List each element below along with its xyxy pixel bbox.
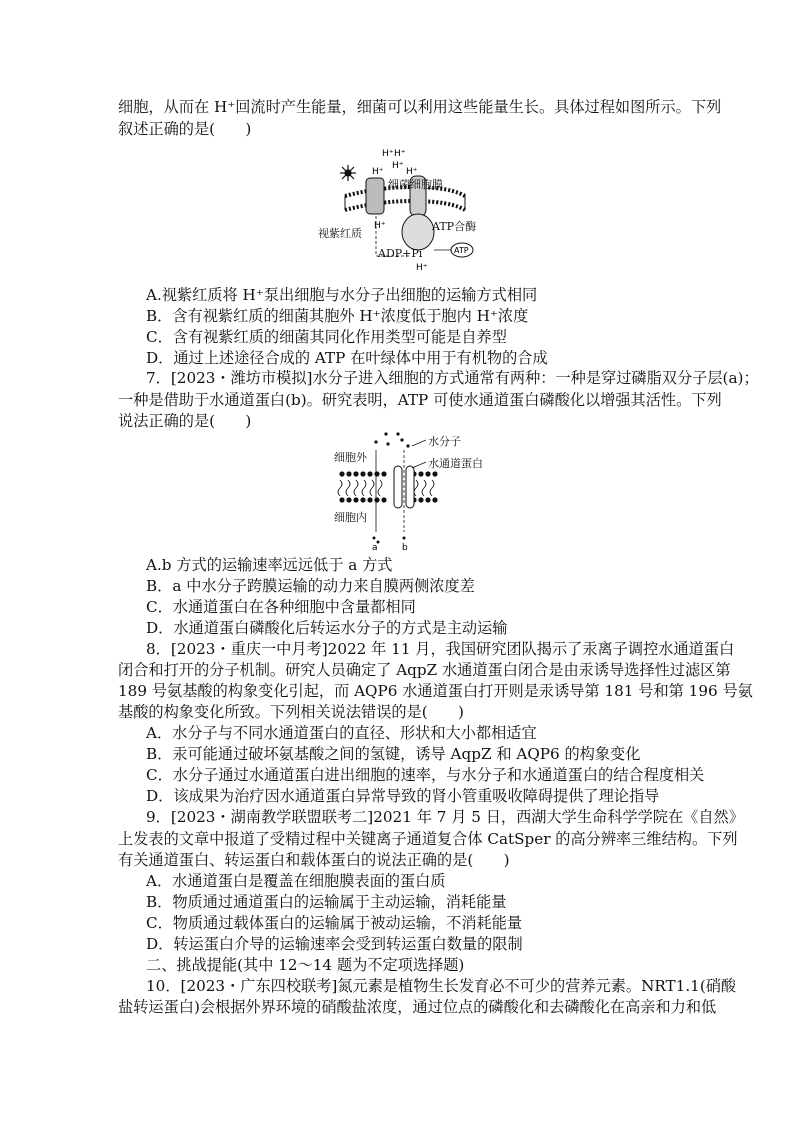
path-b-label: b xyxy=(402,543,408,550)
q7-option-c: C．水通道蛋白在各种细胞中含量都相同 xyxy=(146,598,416,616)
q7-stem-line1: 7．[2023・潍坊市模拟]水分子进入细胞的方式通常有两种：一种是穿过磷脂双分子层(a)； xyxy=(146,369,759,387)
q6-label-atp-synthase: ATP合酶 xyxy=(432,220,477,233)
h-label-5: H⁺ xyxy=(406,167,418,177)
h-label-4: H⁺ xyxy=(392,161,404,171)
rhodopsin-protein xyxy=(366,178,384,214)
q7-label-outside: 细胞外 xyxy=(334,451,367,464)
q7-option-d: D．水通道蛋白磷酸化后转运水分子的方式是主动运输 xyxy=(146,619,508,637)
q8-option-b: B．汞可能通过破坏氨基酸之间的氢键，诱导 AqpZ 和 AQP6 的构象变化 xyxy=(146,745,641,763)
q8-stem-line4: 基酸的构象变化所致。下列相关说法错误的是( ) xyxy=(118,703,464,721)
h-label-1: H⁺ xyxy=(382,149,394,159)
q6-label-rhodopsin: 视紫红质 xyxy=(318,227,362,240)
q6-option-c: C．含有视紫红质的细菌其同化作用类型可能是自养型 xyxy=(146,328,507,346)
q10-stem-line2: 盐转运蛋白)会根据外界环境的硝酸盐浓度，通过位点的磷酸化和去磷酸化在高亲和力和低 xyxy=(118,998,717,1016)
phospholipid-bilayer xyxy=(339,471,437,502)
water-molecules-outside xyxy=(374,432,409,447)
q9-option-c: C．物质通过载体蛋白的运输属于被动运输，不消耗能量 xyxy=(146,914,523,932)
q7-label-channel: 水通道蛋白 xyxy=(428,457,483,470)
q7-stem-line2: 一种是借助于水通道蛋白(b)。研究表明，ATP 可使水通道蛋白磷酸化以增强其活性。下列 xyxy=(118,391,722,409)
q9-stem-line3: 有关通道蛋白、转运蛋白和载体蛋白的说法正确的是( ) xyxy=(118,851,510,869)
q9-option-b: B．物质通过通道蛋白的运输属于主动运输，消耗能量 xyxy=(146,893,507,911)
q8-stem-line1: 8．[2023・重庆一中月考]2022 年 11 月，我国研究团队揭示了汞离子调控水通道蛋白 xyxy=(146,640,735,658)
q8-stem-line2: 闭合和打开的分子机制。研究人员确定了 AqpZ 水通道蛋白闭合是由汞诱导选择性过滤区第 xyxy=(118,661,731,679)
h-label-2: H⁺ xyxy=(394,149,406,159)
q6-label-adp: ADP+Pi xyxy=(378,247,423,260)
q7-label-water: 水分子 xyxy=(428,435,461,448)
q8-option-c: C．水分子通过水通道蛋白进出细胞的速率，与水分子和水通道蛋白的结合程度相关 xyxy=(146,766,705,784)
q7-label-inside: 细胞内 xyxy=(334,511,367,524)
q8-stem-line3: 189 号氨基酸的构象变化引起，而 AQP6 水通道蛋白打开则是汞诱导第 181 号和第 196 号氨 xyxy=(118,682,753,700)
q7-option-b: B．a 中水分子跨膜运输的动力来自膜两侧浓度差 xyxy=(146,577,475,595)
q9-stem-line2: 上发表的文章中报道了受精过程中关键离子通道复合体 CatSper 的高分辨率三维结构。下列 xyxy=(118,830,738,848)
q8-option-d: D．该成果为治疗因水通道蛋白异常导致的肾小管重吸收障碍提供了理论指导 xyxy=(146,787,660,805)
q6-intro-line2: 叙述正确的是( ) xyxy=(118,120,252,138)
q6-option-d: D．通过上述途径合成的 ATP 在叶绿体中用于有机物的合成 xyxy=(146,349,548,367)
path-a-label: a xyxy=(372,543,378,550)
q9-option-d: D．转运蛋白介导的运输速率会受到转运蛋白数量的限制 xyxy=(146,935,523,953)
q7-stem-line3: 说法正确的是( ) xyxy=(118,412,252,430)
q6-label-membrane: 细菌细胞膜 xyxy=(388,178,443,191)
light-icon xyxy=(340,165,356,181)
atp-product-label: ATP xyxy=(454,246,469,255)
q9-stem-line1: 9．[2023・湖南教学联盟联考二]2021 年 7 月 5 日，西湖大学生命科学学院在《自然》 xyxy=(146,808,744,826)
q6-intro-line1: 细胞，从而在 H⁺回流时产生能量，细菌可以利用这些能量生长。具体过程如图所示。下列 xyxy=(118,98,722,116)
q9-option-a: A．水通道蛋白是覆盖在细胞膜表面的蛋白质 xyxy=(146,872,446,890)
section-heading: 二、挑战提能(其中 12～14 题为不定项选择题) xyxy=(146,956,465,974)
h-label-3: H⁺ xyxy=(372,167,384,177)
q7-option-a: A.b 方式的运输速率远远低于 a 方式 xyxy=(146,556,393,574)
h-label-7: H⁺ xyxy=(416,263,428,273)
q10-stem-line1: 10．[2023・广东四校联考]氮元素是植物生长发育必不可少的营养元素。NRT1.1(硝酸 xyxy=(146,977,737,995)
water-channel-protein xyxy=(394,466,402,508)
q6-option-b: B．含有视紫红质的细菌其胞外 H⁺浓度低于胞内 H⁺浓度 xyxy=(146,307,529,325)
h-label-6: H⁺ xyxy=(374,221,386,231)
q6-option-a: A.视紫红质将 H⁺泵出细胞与水分子出细胞的运输方式相同 xyxy=(146,286,538,304)
q8-option-a: A．水分子与不同水通道蛋白的直径、形状和大小都相适宜 xyxy=(146,724,537,742)
